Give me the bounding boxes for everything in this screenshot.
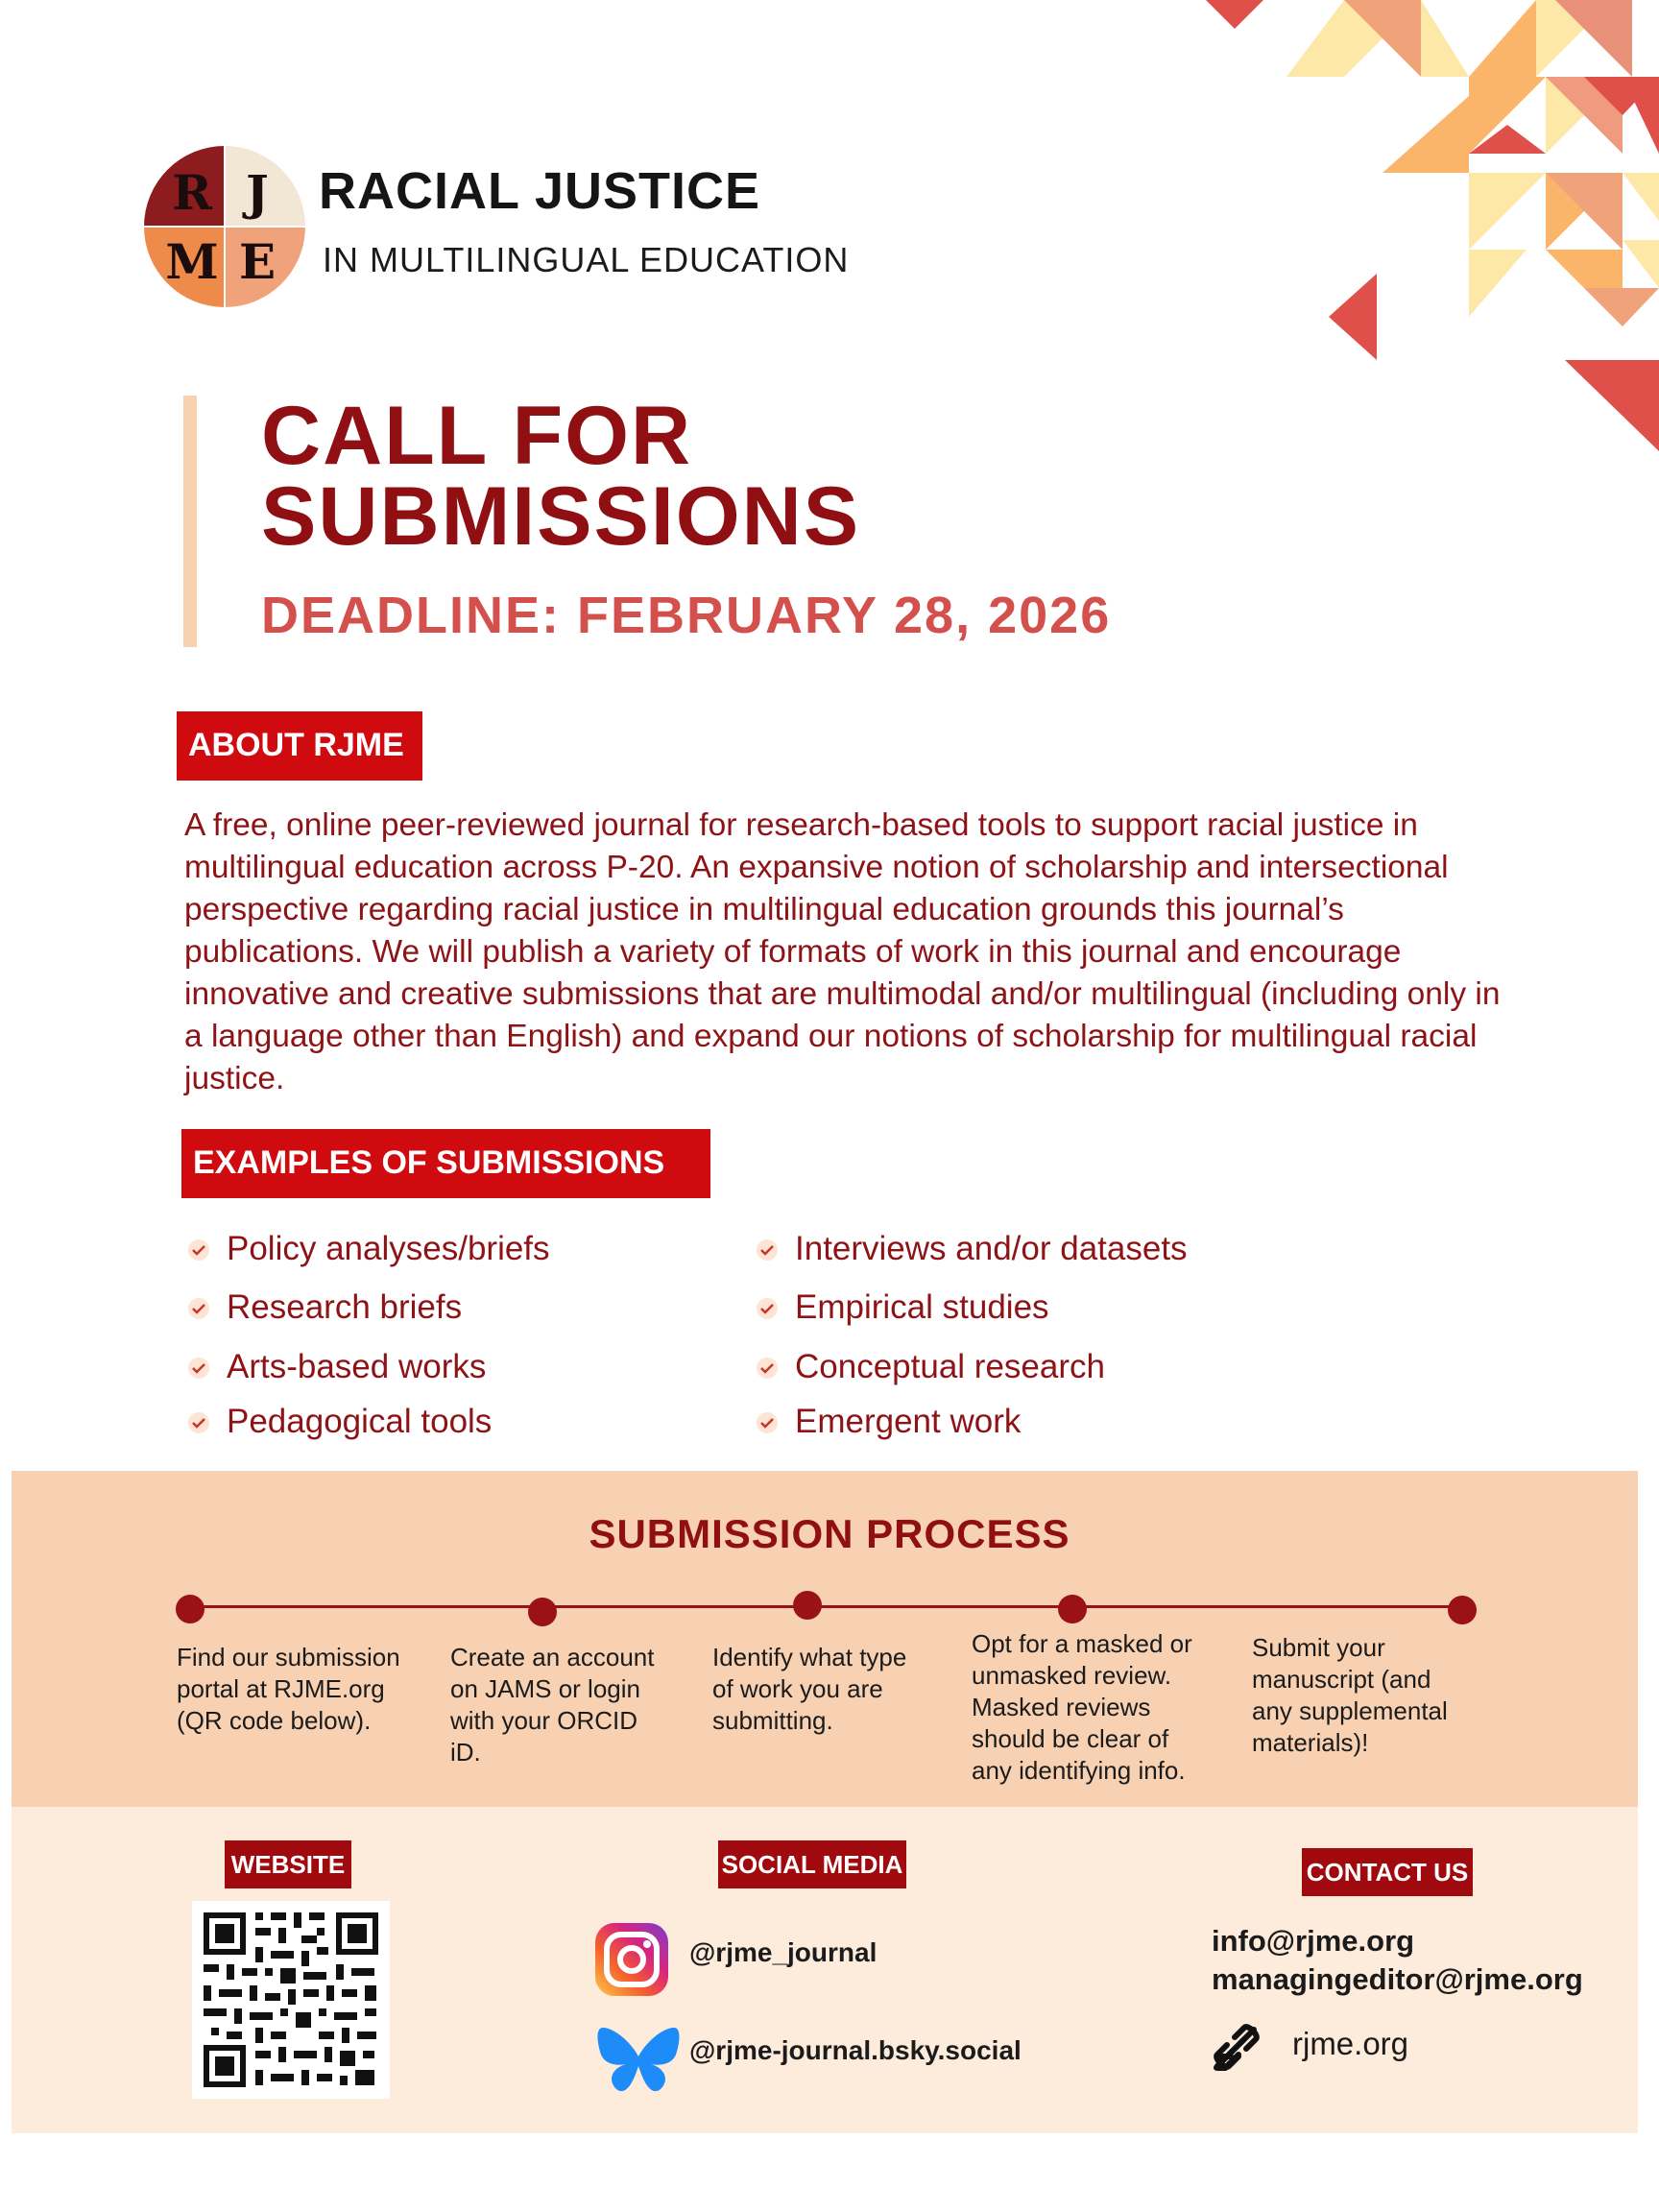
check-icon [188, 1298, 209, 1319]
process-step-2: Create an account on JAMS or login with your ORCID iD. [450, 1643, 655, 1767]
check-icon [757, 1358, 778, 1379]
about-text: A free, online peer-reviewed journal for research-based tools to support racial justice in multilingual education across P-20. An expansive notion of scholarship and intersectional perspective regarding racial justice in multilingual education grounds this journal’s publications. We will publish a variety of formats of work in this journal and encourage innovative and creative submissions that are multimodal and/or multilingual (including only in a language other than English) and expand our notions of scholarship for multilingual racial justice. [184, 807, 1501, 1096]
accent-bar [183, 396, 197, 647]
process-step-4: Opt for a masked or unmasked review. Masked reviews should be clear of any identifying info. [972, 1629, 1192, 1785]
check-icon [757, 1412, 778, 1433]
rjme-logo [144, 146, 305, 307]
about-label: ABOUT RJME [177, 711, 422, 781]
process-step-1: Find our submission portal at RJME.org (QR code below). [177, 1643, 400, 1735]
logo-letter-j: J [225, 146, 305, 227]
process-timeline [190, 1605, 1462, 1608]
logo-letter-r: R [144, 146, 225, 227]
check-icon [188, 1239, 209, 1261]
list-item: Emergent work [795, 1403, 1021, 1441]
timeline-dot [1448, 1596, 1477, 1624]
logo-letter-e: E [225, 227, 305, 307]
contact-label: CONTACT US [1302, 1848, 1473, 1896]
list-item: Empirical studies [795, 1288, 1049, 1327]
brand-title: RACIAL JUSTICE [319, 162, 761, 220]
website-label: WEBSITE [225, 1840, 351, 1888]
check-icon [188, 1358, 209, 1379]
process-step-5: Submit your manuscript (and any supplemental materials)! [1252, 1633, 1448, 1757]
title-line-2: SUBMISSIONS [261, 470, 861, 563]
butterfly-icon[interactable] [595, 2022, 682, 2099]
instagram-handle[interactable]: @rjme_journal [689, 1937, 878, 1967]
list-item: Pedagogical tools [227, 1403, 492, 1441]
process-step-3: Identify what type of work you are submitting. [712, 1643, 907, 1735]
website-link[interactable]: rjme.org [1292, 2026, 1409, 2061]
social-media-label: SOCIAL MEDIA [718, 1840, 906, 1888]
instagram-icon[interactable] [593, 1921, 670, 1998]
list-item: Interviews and/or datasets [795, 1230, 1188, 1268]
timeline-dot [793, 1591, 822, 1620]
timeline-dot [528, 1598, 557, 1626]
deadline: DEADLINE: FEBRUARY 28, 2026 [261, 587, 1112, 644]
check-icon [188, 1412, 209, 1433]
check-icon [757, 1298, 778, 1319]
list-item: Arts-based works [227, 1348, 486, 1386]
page-title [261, 390, 861, 563]
list-item: Policy analyses/briefs [227, 1230, 550, 1268]
process-title: SUBMISSION PROCESS [589, 1511, 1070, 1556]
bluesky-handle[interactable]: @rjme-journal.bsky.social [689, 2035, 1022, 2065]
examples-label: EXAMPLES OF SUBMISSIONS [181, 1129, 710, 1198]
timeline-dot [1058, 1595, 1087, 1623]
list-item: Conceptual research [795, 1348, 1105, 1386]
timeline-dot [176, 1595, 204, 1623]
logo-letter-m: M [144, 227, 225, 307]
brand-subtitle: IN MULTILINGUAL EDUCATION [323, 240, 850, 279]
email-info[interactable]: info@rjme.org [1212, 1924, 1415, 1958]
check-icon [757, 1239, 778, 1261]
email-managing-editor[interactable]: managingeditor@rjme.org [1212, 1962, 1583, 1996]
qr-code[interactable] [192, 1901, 390, 2099]
link-icon [1212, 2022, 1262, 2072]
list-item: Research briefs [227, 1288, 462, 1327]
title-line-1: CALL FOR [261, 390, 693, 482]
